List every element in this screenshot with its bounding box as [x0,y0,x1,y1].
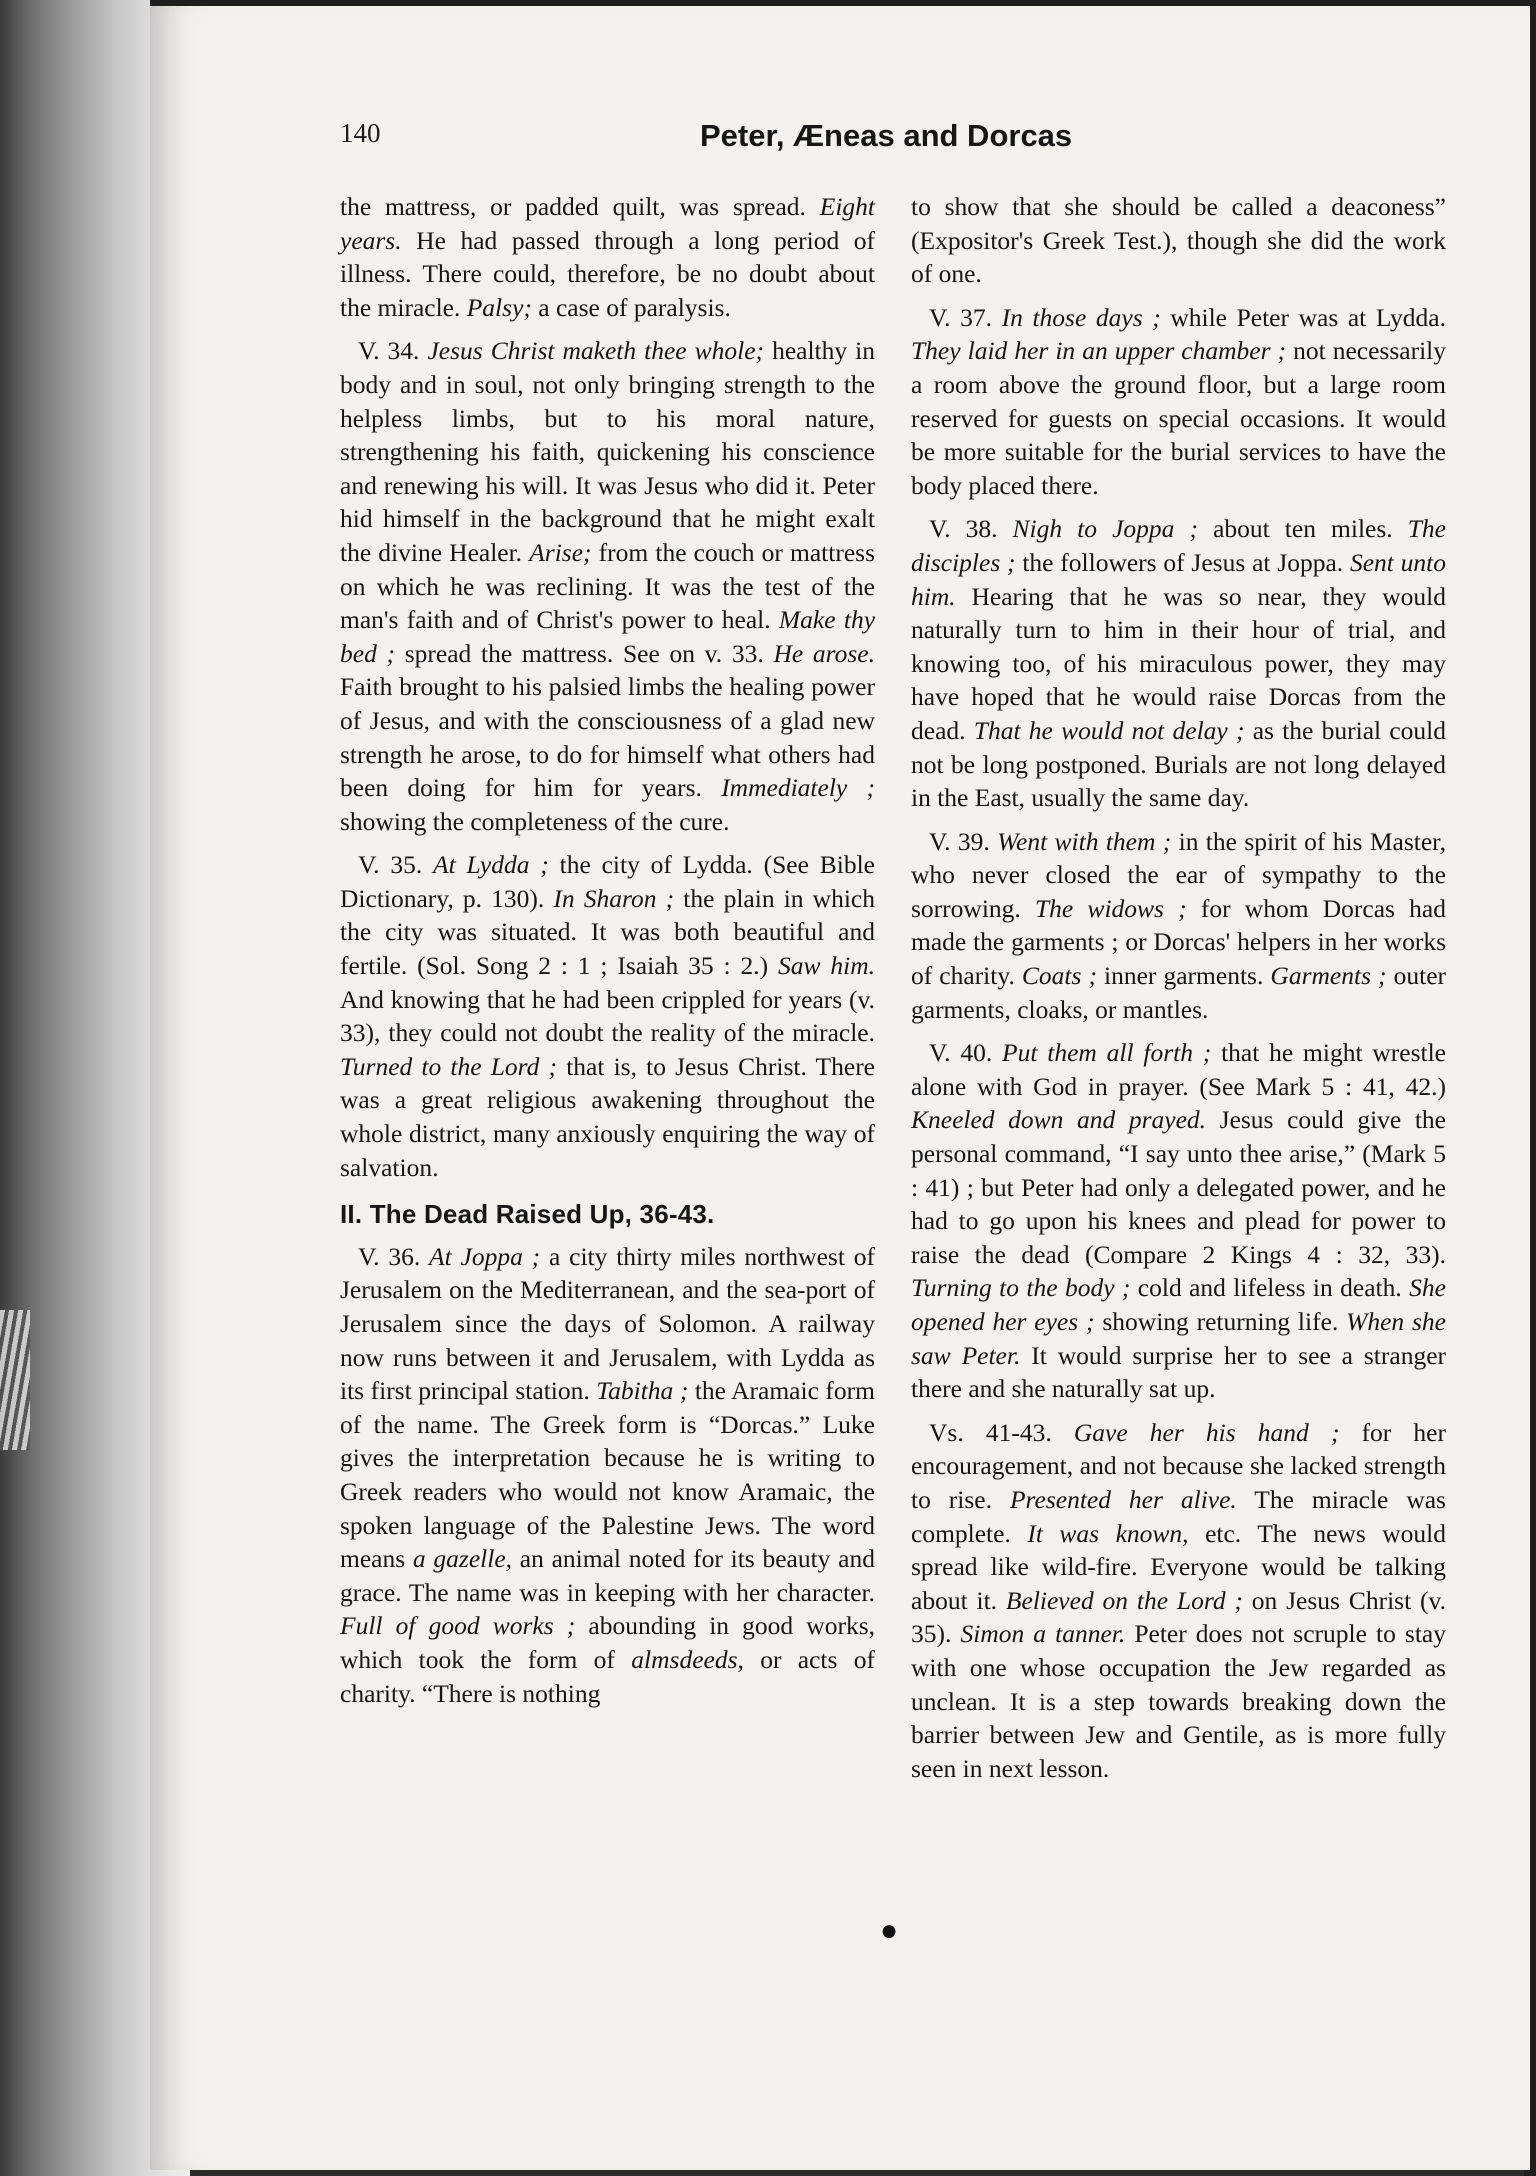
ink-blot-icon: ● [880,1914,899,1947]
paragraph-v39: V. 39. Went with them ; in the spirit of his Master, who never closed the ear of sympathy to the sorrowing. The widows ; for whom Dorcas had made the garments ; or Dorcas' helpers in her works of charity. Coats ; inner garments. Garments ; outer garments, cloaks, or mantles. [911,826,1447,1024]
paragraph-v37: V. 37. In those days ; while Peter was at Lydda. They laid her in an upper chamber ; not necessarily a room above the ground floor, but a large room reserved for guests on special occasions. It would be more suitable for the burial services to have the body placed there. [911,302,1446,500]
right-column [911,190,1446,1795]
paragraph-continuation: the mattress, or padded quilt, was spread. Eight years. He had passed through a long period of illness. There could, therefore, be no doubt about the miracle. Palsy; a case of paralysis. [340,192,875,322]
running-title: Peter, Æneas and Dorcas [700,118,1073,153]
paragraph-continuation: to show that she should be called a deaconess” (Expositor's Greek Test.), though she did the work of one. [911,192,1446,289]
paragraph-v34: V. 34. Jesus Christ maketh thee whole; healthy in body and in soul, not only bringing strength to the helpless limbs, but to his moral nature, strengthening his faith, quickening his conscience and renewing his will. It was Jesus who did it. Peter hid himself in the background that he might exalt the divine Healer. Arise; from the couch or mattress on which he was reclining. It was the test of the man's faith and of Christ's power to heal. Make thy bed ; spread the mattress. See on v. 33. He arose. Faith brought to his palsied limbs the healing power of Jesus, and with the consciousness of a glad new strength he arose, to do for himself what others had been doing for him for years. Immediately ; showing the completeness of the cure. [340,336,876,836]
paragraph-v36: V. 36. At Joppa ; a city thirty miles northwest of Jerusalem on the Mediterranean, and the sea-port of Jerusalem since the days of Solomon. A railway now runs between it and Jerusalem, with Lydda as its first principal station. Tabitha ; the Aramaic form of the name. The Greek form is “Dorcas.” Luke gives the interpretation because he is writing to Greek readers who would not know Aramaic, the spoken language of the Palestine Jews. The word means a gazelle, an animal noted for its beauty and grace. The name was in keeping with her character. Full of good works ; abounding in good works, which took the form of almsdeeds, or acts of charity. “There is nothing [340,1241,875,1708]
paragraph-v38: V. 38. Nigh to Joppa ; about ten miles. The disciples ; the followers of Jesus at Joppa. Sent unto him. Hearing that he was so near, they would naturally turn to him in their hour of trial, and knowing too, of his miraculous power, they may have hoped that he would raise Dorcas from the dead. That he would not delay ; as the burial could not be long postponed. Burials are not long delayed in the East, usually the same day. [911,514,1446,813]
page-edges [0,1310,30,1450]
paragraph-v40: V. 40. Put them all forth ; that he might wrestle alone with God in prayer. (See Mark 5 : 41, 42.) Kneeled down and prayed. Jesus could give the personal command, “I say unto thee arise,” (Mark 5 : 41) ; but Peter had only a delegated power, and he had to go upon his knees and plead for power to raise the dead (Compare 2 Kings 4 : 32, 33). Turning to the body ; cold and lifeless in death. She opened her eyes ; showing returning life. When she saw Peter. It would surprise her to see a stranger there and she naturally sat up. [911,1038,1447,1404]
page-number: 140 [340,118,381,148]
section-heading: II. The Dead Raised Up, 36-43. [340,1199,715,1230]
paragraph-v41-43: Vs. 41-43. Gave her his hand ; for her encouragement, and not because she lacked strength to rise. Presented her alive. The miracle was complete. It was known, etc. The news would spread like wild-fire. Everyone would be talking about it. Believed on the Lord ; on Jesus Christ (v. 35). Simon a tanner. Peter does not scruple to stay with one whose occupation the Jew regarded as unclean. It is a step towards breaking down the barrier between Jew and Gentile, as is more fully seen in next lesson. [911,1417,1446,1783]
paragraph-v35: V. 35. At Lydda ; the city of Lydda. (See Bible Dictionary, p. 130). In Sharon ; the plain in which the city was situated. It was both beautiful and fertile. (Sol. Song 2 : 1 ; Isaiah 35 : 2.) Saw him. And knowing that he had been crippled for years (v. 33), they could not doubt the reality of the miracle. Turned to the Lord ; that is, to Jesus Christ. There was a great religious awakening throughout the whole district, many anxiously enquiring the way of salvation. [340,850,875,1182]
left-column [340,190,875,1720]
